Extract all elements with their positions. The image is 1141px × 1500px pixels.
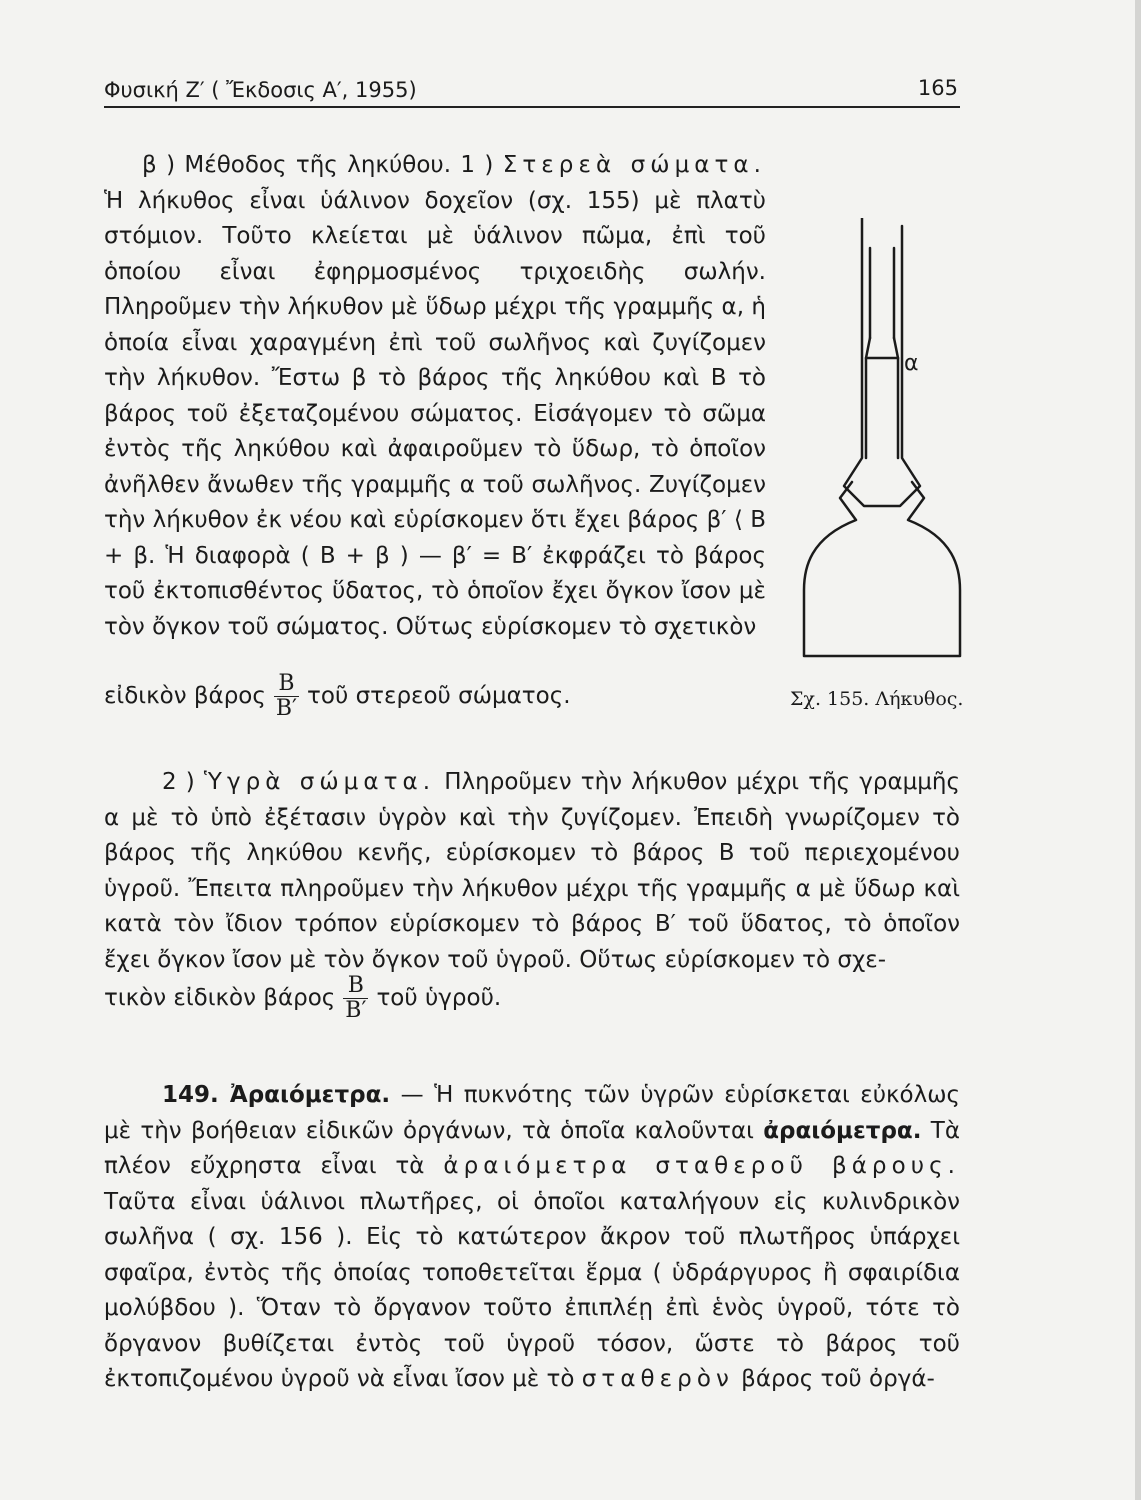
- pycnometer-figure: [800, 218, 964, 663]
- section-149-title: 149. Ἀραιόμετρα.: [162, 1082, 391, 1108]
- figure-caption: Σχ. 155. Λήκυθος.: [790, 688, 964, 710]
- label-a: α: [904, 351, 919, 376]
- paragraph-liquid-bodies: [104, 765, 960, 978]
- hydrometers-term: ἀραιόμετρα.: [763, 1117, 922, 1144]
- paragraph-method-solid: [104, 148, 766, 645]
- solid-specific-gravity-formula: [104, 672, 571, 721]
- method-heading: β ) Μέθοδος τῆς ληκύθου. 1 ): [142, 152, 503, 178]
- scan-edge-shadow: [1135, 0, 1141, 1500]
- hydrometers-intro: — Ἡ πυκνότης τῶν ὑγρῶν εὑρίσκεται εὐκόλως μὲ τὴν βοήθειαν εἰδικῶν ὀργάνων, τὰ ὁποῖα καλοῦνται: [104, 1082, 960, 1144]
- fraction-numerator: Β: [274, 672, 299, 697]
- fraction-denominator: Β′: [345, 998, 367, 1023]
- formula-trail-text: τοῦ στερεοῦ σώματος.: [307, 683, 571, 709]
- formula-lead-text: τικὸν εἰδικὸν βάρος: [104, 985, 336, 1011]
- liquid-bodies-text: Πληροῦμεν τὴν λήκυθον μέχρι τῆς γραμμῆς α μὲ τὸ ὑπὸ ἐξέτασιν ὑγρὸν καὶ τὴν ζυγίζομεν. Ἐπειδὴ γνωρίζομεν τὸ βάρος τῆς ληκύθου κενῆς, εὑρίσκομεν τὸ βάρος Β τοῦ περιεχομένου ὑγροῦ. Ἔπειτα πληροῦμεν τὴν λήκυθον μέχρι τῆς γραμμῆς α μὲ ὕδωρ καὶ κατὰ τὸν ἴδιον τρόπον εὑρίσκομεν τὸ βάρος Β′ τοῦ ὕδατος, τὸ ὁποῖον ἔχει ὄγκον ἴσον μὲ τὸν ὄγκον τοῦ ὑγροῦ. Οὕτως εὑρίσκομεν τὸ σχε-: [104, 769, 960, 973]
- formula-lead-text: εἰδικὸν βάρος: [104, 683, 266, 709]
- hydrometers-text-3: Ταῦτα εἶναι ὑάλινοι πλωτῆρες, οἱ ὁποῖοι καταλήγουν εἰς κυλινδρικὸν σωλῆνα ( σχ. 156 ). Εἰς τὸ κατώτερον ἄκρον τοῦ πλωτῆρος ὑπάρχει σφαῖρα, ἐντὸς τῆς ὁποίας τοποθετεῖται ἕρμα ( ὑδράργυρος ἢ σφαιρίδια μολύβδου ). Ὅταν τὸ ὄργανον τοῦτο ἐπιπλέῃ ἐπὶ ἑνὸς ὑγροῦ, τότε τὸ ὄργανον βυθίζεται ἐντὸς τοῦ ὑγροῦ τόσον, ὥστε τὸ βάρος τοῦ ἐκτοπιζομένου ὑγροῦ νὰ εἶναι ἴσον μὲ τὸ: [104, 1188, 960, 1392]
- constant-term: σταθερὸν: [581, 1366, 734, 1392]
- liquid-bodies-term: Ὑγρὰ σώματα.: [203, 769, 436, 795]
- solid-bodies-term: Στερεὰ σώματα.: [502, 152, 766, 178]
- fraction-B-over-Bprime: [274, 672, 299, 721]
- tube-shoulder-left: [866, 338, 870, 458]
- fraction-B-over-Bprime: [343, 974, 368, 1023]
- hydrometers-text-2: Τὰ πλέον εὔχρηστα εἶναι τὰ: [104, 1117, 960, 1179]
- liquid-specific-gravity-formula: [104, 974, 501, 1023]
- liquid-heading-number: 2 ): [162, 769, 204, 795]
- fraction-numerator: Β: [343, 974, 368, 999]
- header-title: Φυσική Ζ′ ( Ἔκδοσις Α′, 1955): [104, 78, 417, 102]
- tube-shoulder-right: [894, 338, 898, 458]
- formula-trail-text: τοῦ ὑγροῦ.: [376, 985, 502, 1011]
- fraction-denominator: Β′: [275, 696, 298, 721]
- hydrometers-text-4: βάρος τοῦ ὀργά-: [733, 1366, 935, 1392]
- flask-body: [804, 482, 960, 656]
- paragraph-hydrometers: [104, 1078, 960, 1398]
- constant-weight-term: ἀραιόμετρα σταθεροῦ βάρους.: [443, 1153, 960, 1179]
- page-number: 165: [917, 76, 958, 100]
- running-header: [104, 72, 960, 108]
- method-solid-text: Ἡ λήκυθος εἶναι ὑάλινον δοχεῖον (σχ. 155) μὲ πλατὺ στόμιον. Τοῦτο κλείεται μὲ ὑάλινον πῶμα, ἐπὶ τοῦ ὁποίου εἶναι ἐφηρμοσμένος τριχοειδὴς σωλήν. Πληροῦμεν τὴν λήκυθον μὲ ὕδωρ μέχρι τῆς γραμμῆς α, ἡ ὁποία εἶναι χαραγμένη ἐπὶ τοῦ σωλῆνος καὶ ζυγίζομεν τὴν λήκυθον. Ἔστω β τὸ βάρος τῆς ληκύθου καὶ Β τὸ βάρος τοῦ ἐξεταζομένου σώματος. Εἰσάγομεν τὸ σῶμα ἐντὸς τῆς ληκύθου καὶ ἀφαιροῦμεν τὸ ὕδωρ, τὸ ὁποῖον ἀνῆλθεν ἄνωθεν τῆς γραμμῆς α τοῦ σωλῆνος. Ζυγίζομεν τὴν λήκυθον ἐκ νέου καὶ εὑρίσκομεν ὅτι ἔχει βάρος β′ ⟨ Β + β. Ἡ διαφορὰ ( Β + β ) — β′ = Β′ ἐκφράζει τὸ βάρος τοῦ ἐκτοπισθέντος ὕδατος, τὸ ὁποῖον ἔχει ὄγκον ἴσον μὲ τὸν ὄγκον τοῦ σώματος. Οὕτως εὑρίσκομεν τὸ σχετικὸν: [104, 187, 766, 640]
